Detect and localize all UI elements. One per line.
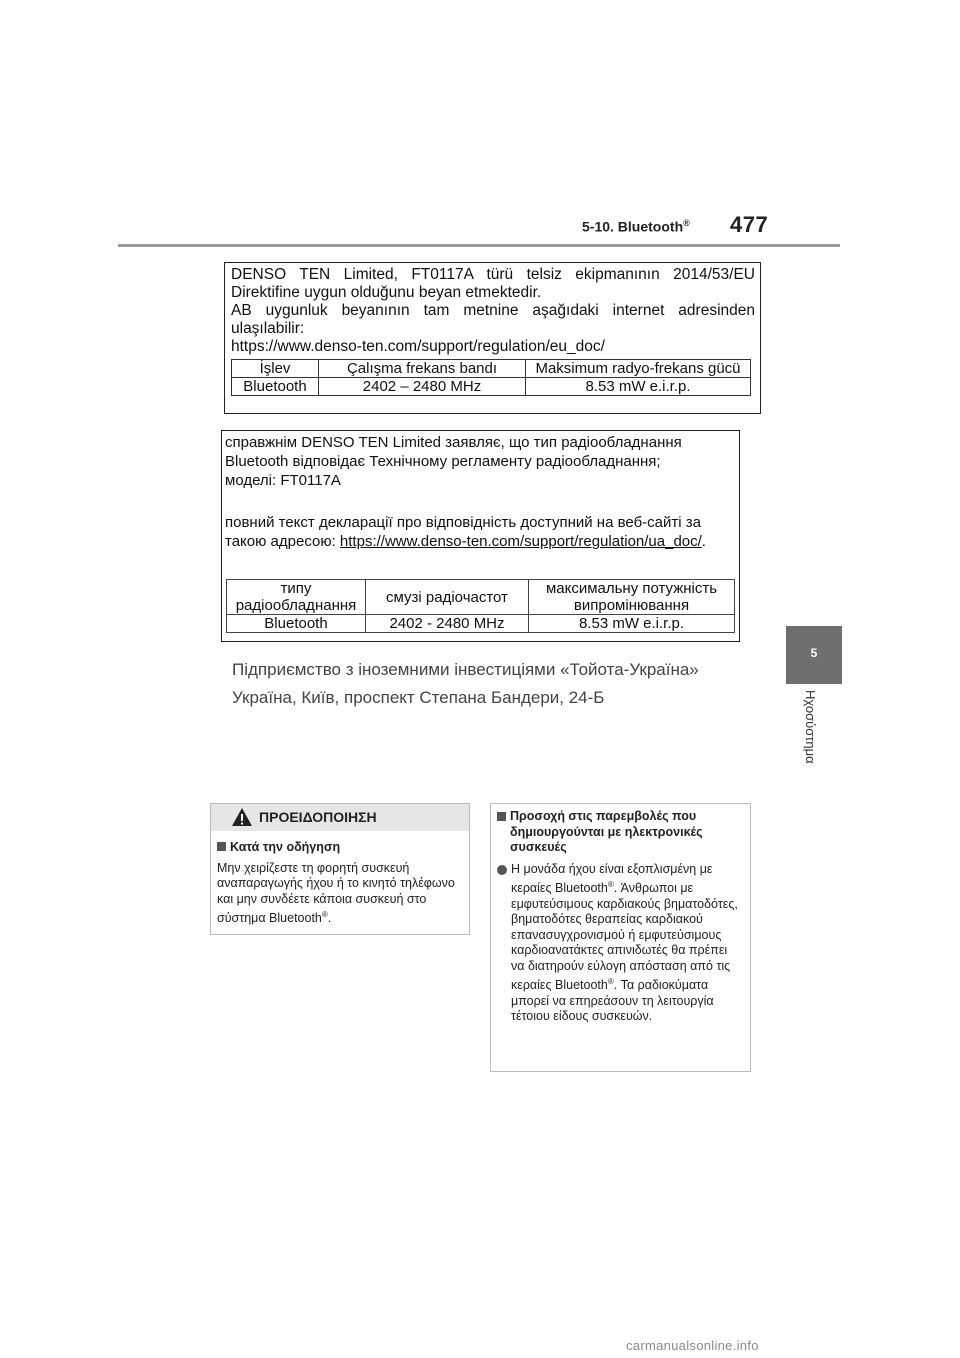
warning-text: Μην χειρίζεστε τη φορητή συσκευή αναπαραγωγής ήχου ή το κινητό τηλέφωνο και μην συνδέετε κάποια συσκευή στο σύστημα Bluetooth®. bbox=[217, 860, 455, 926]
ua-spec-table bbox=[226, 579, 735, 633]
chapter-label: Ηχοσύστημα bbox=[803, 690, 818, 764]
ua-line: повний текст декларації про відповідність доступний на веб-сайті за bbox=[225, 514, 701, 531]
warning-triangle-icon bbox=[231, 807, 253, 827]
table-cell: Bluetooth bbox=[227, 615, 366, 633]
ua-line: такою адресою: https://www.denso-ten.com/support/regulation/ua_doc/. bbox=[225, 533, 706, 550]
ua-line: Bluetooth відповідає Технічному регламенту радіообладнання; bbox=[225, 453, 661, 470]
notice-subhead: Προσοχή στις παρεμβολές που δημιουργούνται με ηλεκτρονικές συσκευές bbox=[497, 809, 743, 856]
warning-box bbox=[210, 803, 470, 935]
section-title: 5-10. Bluetooth® bbox=[582, 218, 690, 235]
table-header: максимальну потужність випромінювання bbox=[529, 580, 735, 615]
page-number: 477 bbox=[730, 212, 769, 237]
tr-line: ulaşılabilir: bbox=[231, 320, 305, 337]
warning-subhead: Κατά την οδήγηση bbox=[217, 840, 465, 856]
square-bullet-icon bbox=[217, 842, 226, 851]
notice-text: Η μονάδα ήχου είναι εξοπλισμένη με κεραίες Bluetooth®. Άνθρωποι με εμφυτεύσιμους καρδιακούς βηματοδότες, βηματοδότες θεραπείας καρδιακού επανασυγχρονισμού ή εμφυτεύσιμους καρδιοανατάκτες απινιδωτές θα πρέπει να διατηρούν εύλογη απόσταση από τις κεραίες Bluetooth®. Τα ραδιοκύματα μπορεί να επηρεάσουν τη λειτουργία τέτοιου είδους συσκευών. bbox=[497, 862, 743, 1025]
tr-line: DENSO TEN Limited, FT0117A türü telsiz ekipmanının 2014/53/EU bbox=[231, 266, 755, 283]
importer-address: Україна, Київ, проспект Степана Бандери, 24-Б bbox=[232, 688, 605, 707]
turkish-declaration bbox=[224, 262, 761, 414]
ua-url[interactable]: https://www.denso-ten.com/support/regulation/ua_doc/ bbox=[339, 533, 702, 550]
table-header: Maksimum radyo-frekans gücü bbox=[526, 360, 751, 378]
tr-line: Direktifine uygun olduğunu beyan etmektedir. bbox=[231, 284, 542, 301]
square-bullet-icon bbox=[497, 812, 506, 821]
table-cell: 2402 – 2480 MHz bbox=[319, 378, 526, 396]
tr-url[interactable]: https://www.denso-ten.com/support/regulation/eu_doc/ bbox=[231, 338, 605, 355]
importer-name: Підприємство з іноземними інвестиціями «Тойота-Україна» bbox=[232, 660, 699, 679]
header-divider bbox=[118, 244, 840, 247]
ua-line: моделі: FT0117A bbox=[225, 472, 341, 489]
warning-header bbox=[211, 804, 469, 831]
tr-line: AB uygunluk beyanının tam metnine aşağıdaki internet adresinden bbox=[231, 302, 755, 319]
table-header: смузі радіочастот bbox=[366, 580, 529, 615]
warning-title: ΠΡΟΕΙΔΟΠΟΙΗΣΗ bbox=[259, 809, 377, 825]
footer-watermark: carmanualsonline.info bbox=[626, 1338, 759, 1353]
ukrainian-declaration bbox=[221, 430, 740, 642]
table-cell: 8.53 mW e.i.r.p. bbox=[529, 615, 735, 633]
table-header: типу радіообладнання bbox=[227, 580, 366, 615]
table-header: Çalışma frekans bandı bbox=[319, 360, 526, 378]
interference-notice bbox=[490, 803, 751, 1072]
chapter-number: 5 bbox=[810, 646, 818, 660]
circle-bullet-icon bbox=[497, 865, 507, 875]
table-cell: Bluetooth bbox=[232, 378, 319, 396]
table-cell: 2402 - 2480 MHz bbox=[366, 615, 529, 633]
tr-spec-table bbox=[231, 359, 751, 396]
ua-line: справжнім DENSO TEN Limited заявляє, що тип радіообладнання bbox=[225, 434, 682, 451]
table-cell: 8.53 mW e.i.r.p. bbox=[526, 378, 751, 396]
table-header: İşlev bbox=[232, 360, 319, 378]
